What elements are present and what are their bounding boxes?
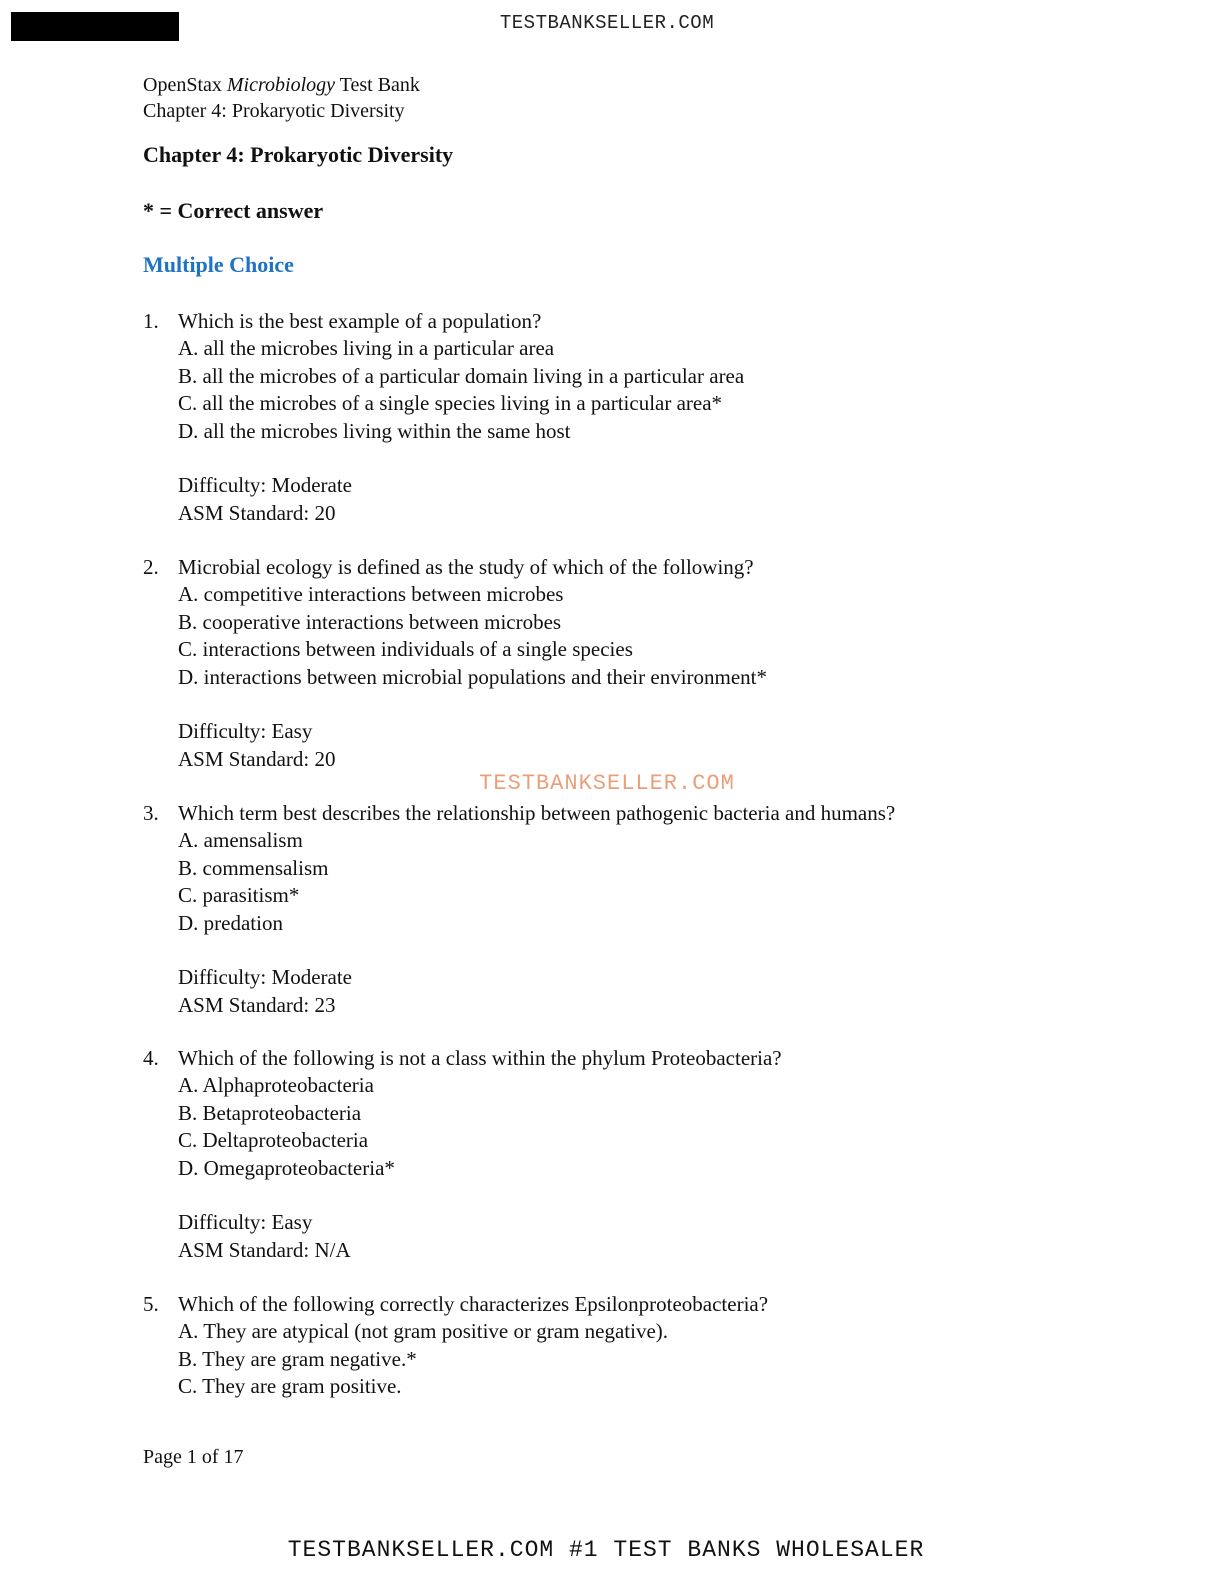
question-number: 3. (143, 801, 159, 825)
answer-option: C. Deltaproteobacteria (178, 1128, 369, 1153)
answer-option: D. Omegaproteobacteria* (178, 1155, 395, 1180)
answer-option: A. amensalism (178, 828, 303, 853)
answer-option: A. competitive interactions between microbes (178, 582, 564, 607)
answer-option: D. all the microbes living within the same host (178, 418, 571, 443)
question-stem (143, 1291, 1103, 1318)
question-number: 4. (143, 1046, 159, 1070)
question-stem (143, 308, 1103, 335)
question-text: Microbial ecology is defined as the study of which of the following? (178, 555, 754, 579)
answer-option: B. cooperative interactions between microbes (178, 609, 562, 634)
question-number: 2. (143, 555, 159, 579)
answer-option: C. all the microbes of a single species living in a particular area* (178, 391, 723, 416)
difficulty-label: Difficulty: Easy (178, 719, 313, 744)
difficulty-label: Difficulty: Moderate (178, 965, 352, 990)
asm-standard-label: ASM Standard: 20 (178, 500, 336, 525)
question-number: 5. (143, 1292, 159, 1316)
document-header (143, 72, 420, 124)
asm-standard-label: ASM Standard: 20 (178, 746, 336, 771)
answer-option: D. predation (178, 910, 283, 935)
question-stem (143, 554, 1103, 581)
question-text: Which term best describes the relationship between pathogenic bacteria and humans? (178, 801, 896, 825)
answer-option: B. commensalism (178, 855, 329, 880)
header-book-title: Microbiology (226, 74, 336, 96)
answer-option: A. all the microbes living in a particular area (178, 336, 555, 361)
asm-standard-label: ASM Standard: 23 (178, 992, 336, 1017)
answer-option: C. interactions between individuals of a single species (178, 637, 633, 662)
page-number: Page 1 of 17 (143, 1446, 244, 1468)
chapter-title: Chapter 4: Prokaryotic Diversity (143, 142, 454, 167)
header-suffix: Test Bank (339, 74, 420, 96)
question-5 (143, 1291, 1103, 1401)
question-text: Which of the following is not a class within the phylum Proteobacteria? (178, 1046, 782, 1070)
section-title: Multiple Choice (143, 252, 294, 277)
question-2 (143, 554, 1103, 773)
footer-watermark: TESTBANKSELLER.COM #1 TEST BANKS WHOLESALER (287, 1537, 925, 1563)
question-1 (143, 308, 1103, 527)
mid-watermark: TESTBANKSELLER.COM (479, 771, 735, 796)
answer-key-note: * = Correct answer (143, 198, 324, 223)
answer-option: B. They are gram negative.* (178, 1346, 417, 1371)
question-number: 1. (143, 309, 159, 333)
difficulty-label: Difficulty: Moderate (178, 473, 352, 498)
answer-option: A. They are atypical (not gram positive or gram negative). (178, 1319, 669, 1344)
question-text: Which is the best example of a population? (178, 309, 542, 333)
answer-option: A. Alphaproteobacteria (178, 1073, 374, 1098)
top-watermark: TESTBANKSELLER.COM (499, 12, 715, 34)
question-stem (143, 1045, 1103, 1072)
answer-option: C. They are gram positive. (178, 1374, 402, 1399)
header-chapter-line: Chapter 4: Prokaryotic Diversity (143, 100, 405, 122)
header-publisher: OpenStax (143, 74, 222, 96)
question-text: Which of the following correctly characterizes Epsilonproteobacteria? (178, 1292, 769, 1316)
answer-option: D. interactions between microbial populations and their environment* (178, 664, 768, 689)
asm-standard-label: ASM Standard: N/A (178, 1237, 351, 1262)
question-stem (143, 800, 1103, 827)
answer-option: C. parasitism* (178, 883, 300, 908)
question-4 (143, 1045, 1103, 1264)
answer-option: B. all the microbes of a particular domain living in a particular area (178, 363, 745, 388)
header-title-line (143, 72, 420, 98)
answer-option: B. Betaproteobacteria (178, 1100, 362, 1125)
question-3 (143, 800, 1103, 1019)
difficulty-label: Difficulty: Easy (178, 1210, 313, 1235)
